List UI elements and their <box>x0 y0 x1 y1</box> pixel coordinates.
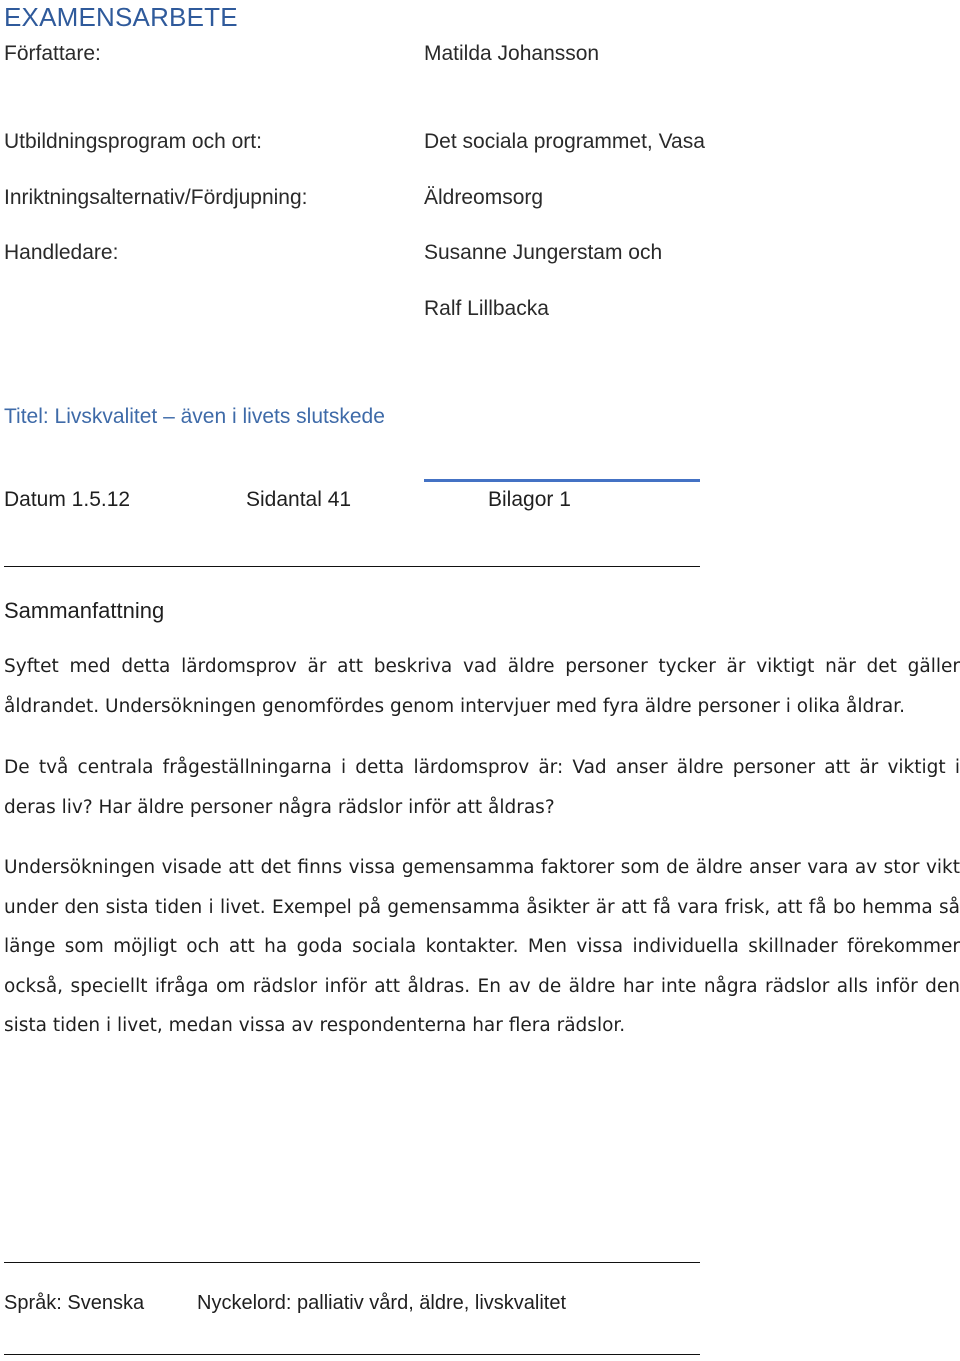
supervisor-label: Handledare: <box>4 241 119 264</box>
title-underline-rule <box>424 479 700 482</box>
date-meta: Datum 1.5.12 <box>4 488 131 511</box>
summary-paragraph-1: Syftet med detta lärdomsprov är att beskriva vad äldre personer tycker är viktigt när det gäller åldrandet. Undersökningen genomfördes genom intervjuer med fyra äldre personer i olika åldrar. <box>4 656 960 717</box>
footer-top-rule <box>4 1262 700 1263</box>
summary-heading: Sammanfattning <box>4 598 165 623</box>
author-value: Matilda Johansson <box>424 42 600 65</box>
program-label: Utbildningsprogram och ort: <box>4 130 262 153</box>
author-label: Författare: <box>4 42 101 65</box>
footer-bottom-rule <box>4 1354 700 1355</box>
meta-divider-rule <box>4 566 700 567</box>
page-count-meta: Sidantal 41 <box>246 488 352 511</box>
keywords-meta: Nyckelord: palliativ vård, äldre, livskvalitet <box>197 1292 567 1314</box>
summary-paragraph-2: De två centrala frågeställningarna i detta lärdomsprov är: Vad anser äldre personer att är viktigt i deras liv? Har äldre personer några rädslor inför att åldras? <box>4 757 960 818</box>
supervisor-value-2: Ralf Lillbacka <box>424 297 549 320</box>
document-heading: EXAMENSARBETE <box>4 2 238 32</box>
specialization-label: Inriktningsalternativ/Fördjupning: <box>4 186 308 209</box>
specialization-value: Äldreomsorg <box>424 186 544 209</box>
language-meta: Språk: Svenska <box>4 1292 145 1314</box>
supervisor-value-1: Susanne Jungerstam och <box>424 241 663 264</box>
summary-paragraph-3: Undersökningen visade att det finns vissa gemensamma faktorer som de äldre anser vara av stor vikt under den sista tiden i livet. Exempel på gemensamma åsikter är att få vara frisk, att få bo hemma så länge som möjligt och att ha goda sociala kontakter. Men vissa individuella skillnader förekommer också, speciellt ifråga om rädslor inför att åldras. En av de äldre har inte några rädslor alls inför den sista tiden i livet, medan vissa av respondenterna har flera rädslor. <box>4 857 960 1036</box>
program-value: Det sociala programmet, Vasa <box>424 130 705 153</box>
attachments-meta: Bilagor 1 <box>488 488 571 511</box>
thesis-title: Titel: Livskvalitet – även i livets slutskede <box>4 405 385 428</box>
